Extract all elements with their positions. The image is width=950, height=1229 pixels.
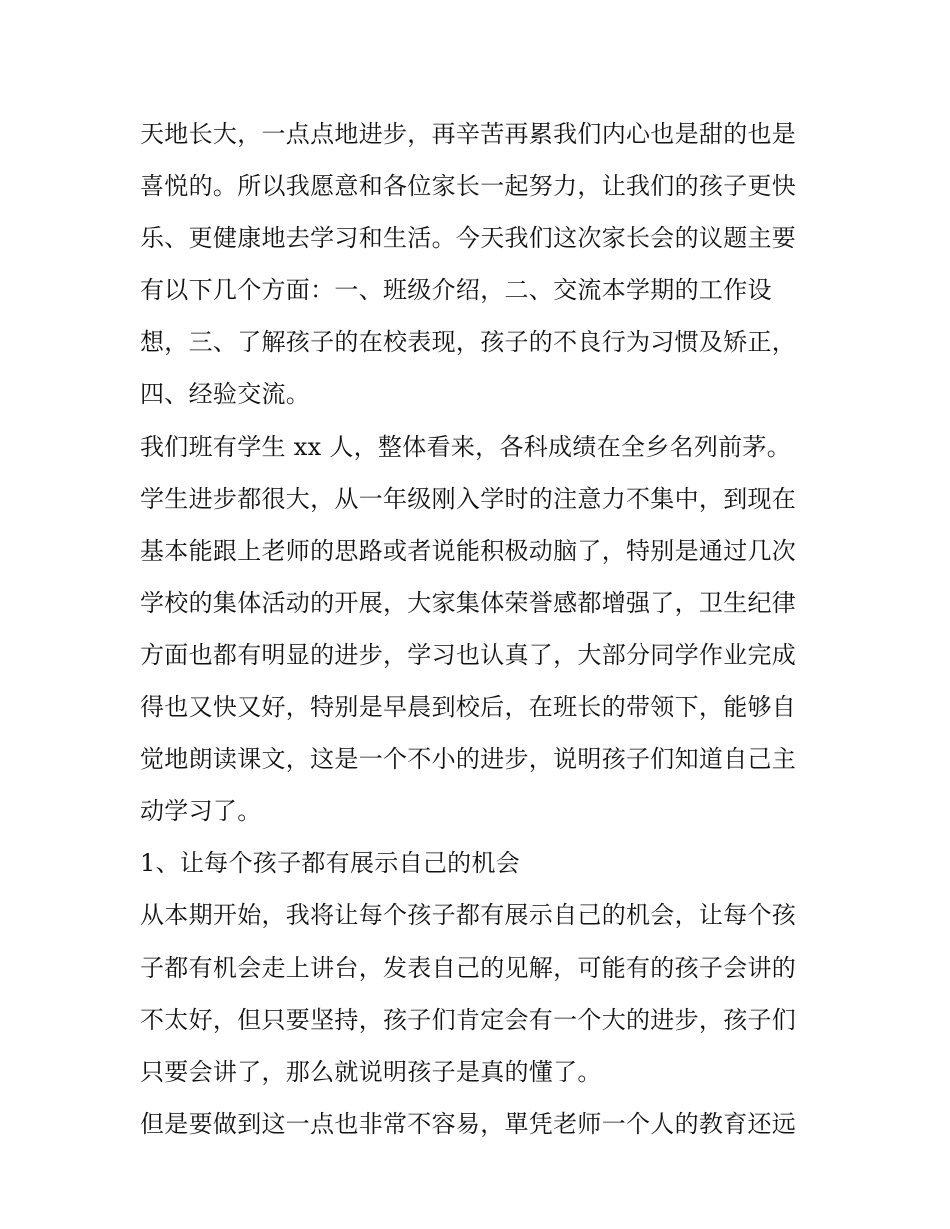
text-line: 有以下几个方面：一、班级介绍，二、交流本学期的工作设 bbox=[140, 276, 772, 305]
text-line: 只要会讲了，那么就说明孩子是真的懂了。 bbox=[140, 1057, 602, 1086]
text-line: 想，三、了解孩子的在校表现，孩子的不良行为习惯及矫正， bbox=[140, 328, 797, 357]
section-heading: 1、让每个孩子都有展示自己的机会 bbox=[140, 849, 521, 878]
text-line: 四、经验交流。 bbox=[140, 380, 311, 409]
text-line: 天地长大，一点点地进步，再辛苦再累我们内心也是甜的也是 bbox=[140, 120, 797, 148]
text-line: 得也又快又好，特别是早晨到校后，在班长的带领下，能够自 bbox=[140, 693, 797, 722]
text-line: 但是要做到这一点也非常不容易，單凭老师一个人的教育还远 bbox=[140, 1109, 797, 1138]
document-body bbox=[140, 108, 816, 1150]
text-line: 乐、更健康地去学习和生活。今天我们这次家长会的议题主要 bbox=[140, 224, 797, 253]
text-line: 从本期开始，我将让每个孩子都有展示自己的机会，让每个孩 bbox=[140, 901, 797, 930]
text-line: 我们班有学生 xx 人，整体看来，各科成绩在全乡名列前茅。 bbox=[140, 432, 792, 461]
text-line: 学生进步都很大，从一年级刚入学时的注意力不集中，到现在 bbox=[140, 484, 797, 513]
text-line: 动学习了。 bbox=[140, 797, 262, 826]
text-line: 方面也都有明显的进步，学习也认真了，大部分同学作业完成 bbox=[140, 640, 797, 669]
text-line: 学校的集体活动的开展，大家集体荣誉感都增强了，卫生纪律 bbox=[140, 588, 797, 617]
text-line: 喜悦的。所以我愿意和各位家长一起努力，让我们的孩子更快 bbox=[140, 172, 797, 201]
text-line: 不太好，但只要坚持，孩子们肯定会有一个大的进步，孩子们 bbox=[140, 1005, 797, 1034]
text-line: 基本能跟上老师的思路或者说能积极动脑了，特别是通过几次 bbox=[140, 536, 797, 565]
text-line: 觉地朗读课文，这是一个不小的进步，说明孩子们知道自己主 bbox=[140, 745, 797, 774]
text-line: 子都有机会走上讲台，发表自己的见解，可能有的孩子会讲的 bbox=[140, 953, 797, 982]
